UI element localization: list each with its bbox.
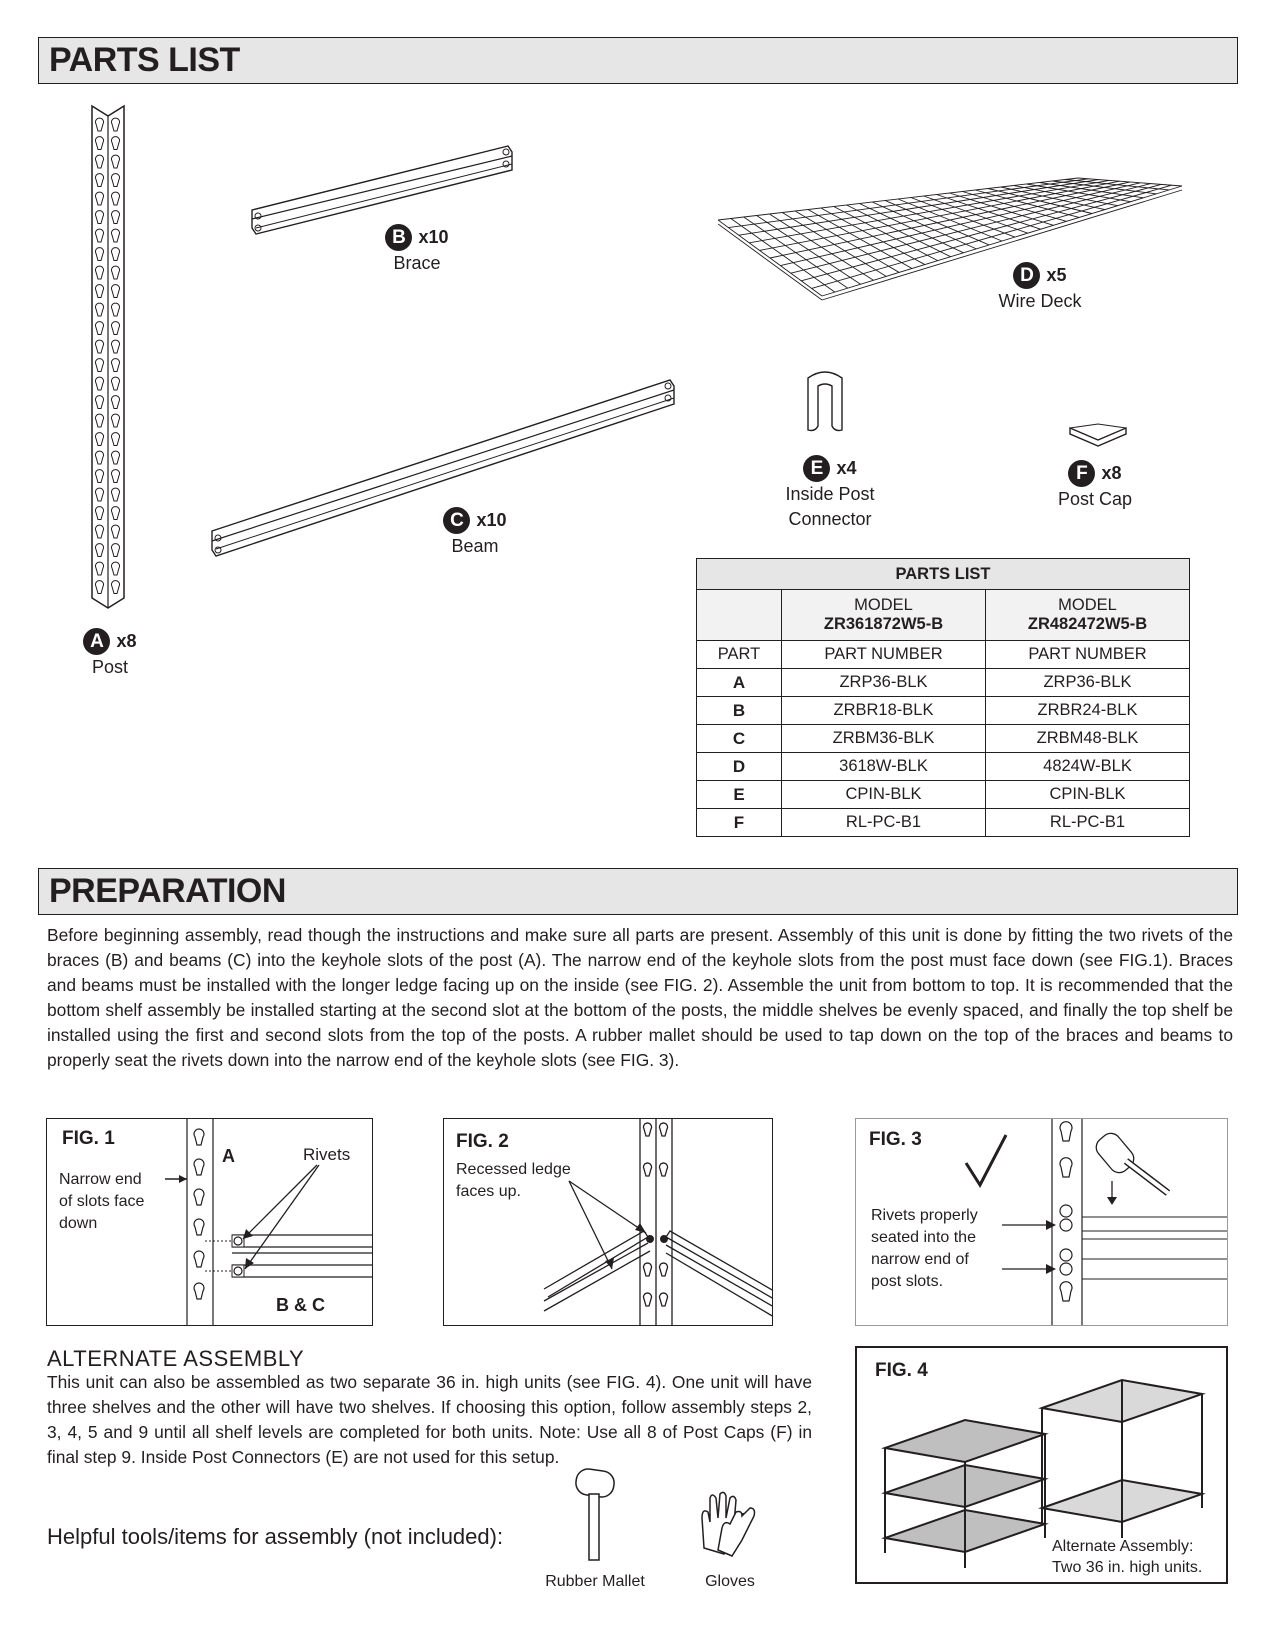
part-c-badge: C <box>443 507 470 534</box>
table-cell-part: F <box>697 809 782 837</box>
model2-label: MODEL <box>1058 596 1117 614</box>
fig1-box <box>46 1118 373 1326</box>
fig4-caption1: Alternate Assembly: <box>1052 1538 1194 1555</box>
table-row <box>697 809 1190 837</box>
fig3-line1: Rivets properly <box>871 1207 978 1224</box>
fig3-diagram <box>856 1119 1228 1326</box>
table-row <box>697 669 1190 697</box>
table-cell-m1: ZRBM36-BLK <box>782 725 986 753</box>
wire-deck-wire <box>749 180 1109 242</box>
fig1-line1: Narrow end <box>59 1171 142 1188</box>
mallet-icon <box>1092 1129 1168 1193</box>
alternate-title: ALTERNATE ASSEMBLY <box>47 1346 305 1371</box>
fig1-line2: of slots face <box>59 1193 145 1210</box>
fig4-title: FIG. 4 <box>875 1360 928 1381</box>
rubber-mallet-icon <box>570 1468 620 1568</box>
table-cell-m2: CPIN-BLK <box>986 781 1190 809</box>
fig4-caption2: Two 36 in. high units. <box>1052 1559 1203 1576</box>
parts-list-header <box>38 37 1238 84</box>
model2-header <box>986 590 1190 641</box>
table-row <box>697 753 1190 781</box>
table-cell-m1: CPIN-BLK <box>782 781 986 809</box>
table-cell-m2: RL-PC-B1 <box>986 809 1190 837</box>
checkmark-icon <box>966 1135 1006 1185</box>
part-c-name: Beam <box>451 536 499 556</box>
inside-post-connector-illustration <box>800 368 850 440</box>
fig3-title: FIG. 3 <box>869 1129 922 1150</box>
preparation-text: Before beginning assembly, read though the instructions and make sure all parts are present. Assembly of this unit is done by fitting the two rivets of the braces (B) and beams (C) into the keyhole slots of the post (A). The narrow end of the keyhole slots from the post must face down (see FIG.1). Braces and beams must be installed with the longer ledge facing up on the inside (see FIG. 2). Assemble the unit from bottom to top. It is recommended that the bottom shelf assembly be installed starting at the second slot at the bottom of the posts, the middle shelves be evenly spaced, and finally the top shelf be installed using the first and second slots from the top of the posts. A rubber mallet should be used to tap down on the top of the braces and beams to properly seat the rivets down into the narrow end of the keyhole slots (see FIG. 3). <box>47 925 1233 1070</box>
part-e-qty: x4 <box>836 458 857 478</box>
table-cell-m2: ZRBR24-BLK <box>986 697 1190 725</box>
fig1-line3: down <box>59 1215 98 1232</box>
table-cell-m1: 3618W-BLK <box>782 753 986 781</box>
table-row <box>697 781 1190 809</box>
part-d-name: Wire Deck <box>998 291 1082 311</box>
part-number-header-1: PART NUMBER <box>782 641 986 669</box>
post-illustration <box>90 102 126 610</box>
part-number-header-2: PART NUMBER <box>986 641 1190 669</box>
part-f-badge: F <box>1068 460 1095 487</box>
model1-header <box>782 590 986 641</box>
fig2-diagram <box>444 1119 773 1326</box>
fig2-title: FIG. 2 <box>456 1131 509 1152</box>
part-f-qty: x8 <box>1101 463 1122 483</box>
alternate-text: This unit can also be assembled as two separate 36 in. high units (see FIG. 4). One unit will have three shelves and the other will have two shelves. If choosing this option, follow assembly steps 2, 3, 4, 5 and 9 until all shelf levels are completed for both units. Note: Use all 8 of Post Caps (F) in final step 9. Inside Post Connectors (E) are not used for this setup. <box>47 1372 812 1467</box>
table-cell-m1: RL-PC-B1 <box>782 809 986 837</box>
preparation-header <box>38 868 1238 915</box>
part-e-name-line1: Inside Post <box>785 484 875 504</box>
fig2-line1: Recessed ledge <box>456 1161 571 1178</box>
table-cell-part: C <box>697 725 782 753</box>
table-cell-m2: 4824W-BLK <box>986 753 1190 781</box>
preparation-title: PREPARATION <box>49 872 286 910</box>
parts-table-title: PARTS LIST <box>697 559 1190 590</box>
model2-number: ZR482472W5-B <box>1027 615 1148 633</box>
fig1-diagram <box>47 1119 373 1326</box>
table-cell-part: A <box>697 669 782 697</box>
part-c-label <box>420 507 530 559</box>
fig4-caption <box>1052 1536 1202 1578</box>
part-d-badge: D <box>1013 262 1040 289</box>
part-a-name: Post <box>91 657 129 677</box>
part-e-label <box>760 455 900 532</box>
part-a-qty: x8 <box>116 631 137 651</box>
parts-list-title: PARTS LIST <box>49 41 240 79</box>
gloves-label: Gloves <box>705 1573 755 1590</box>
table-cell-m2: ZRP36-BLK <box>986 669 1190 697</box>
fig3-box <box>855 1118 1228 1326</box>
part-header: PART <box>697 641 782 669</box>
fig2-box <box>443 1118 773 1326</box>
fig2-line2: faces up. <box>456 1183 521 1200</box>
wire-deck-wire <box>728 179 1088 228</box>
table-row <box>697 725 1190 753</box>
model1-label: MODEL <box>854 596 913 614</box>
parts-table <box>696 558 1190 837</box>
wire-deck-illustration <box>718 114 1198 314</box>
part-d-label <box>980 262 1100 314</box>
parts-table-blank <box>697 590 782 641</box>
part-f-label <box>1040 460 1150 512</box>
post-cap-illustration <box>1068 422 1128 450</box>
table-row <box>697 697 1190 725</box>
part-c-qty: x10 <box>476 510 507 530</box>
fig3-line2: seated into the <box>871 1229 976 1246</box>
fig3-line3: narrow end of <box>871 1251 969 1268</box>
fig1-bc-label: B & C <box>276 1295 325 1315</box>
model1-number: ZR361872W5-B <box>823 615 944 633</box>
part-b-badge: B <box>385 224 412 251</box>
wire-deck-wire <box>791 184 1151 274</box>
rubber-mallet-label: Rubber Mallet <box>545 1573 645 1590</box>
table-cell-part: E <box>697 781 782 809</box>
part-b-label <box>362 224 472 276</box>
fig1-rivets-label: Rivets <box>303 1145 351 1164</box>
part-f-name: Post Cap <box>1057 489 1133 509</box>
part-b-name: Brace <box>393 253 441 273</box>
part-e-name-line2: Connector <box>788 509 872 529</box>
fig3-line4: post slots. <box>871 1273 944 1290</box>
part-a-badge: A <box>83 628 110 655</box>
fig1-post-label: A <box>222 1146 235 1166</box>
gloves-icon <box>694 1488 764 1560</box>
part-b-qty: x10 <box>418 227 449 247</box>
fig4-box <box>855 1346 1228 1584</box>
table-cell-part: D <box>697 753 782 781</box>
part-e-badge: E <box>803 455 830 482</box>
table-cell-m2: ZRBM48-BLK <box>986 725 1190 753</box>
table-cell-m1: ZRP36-BLK <box>782 669 986 697</box>
table-cell-m1: ZRBR18-BLK <box>782 697 986 725</box>
part-a-label <box>60 628 160 680</box>
table-cell-part: B <box>697 697 782 725</box>
tools-text: Helpful tools/items for assembly (not included): <box>47 1524 504 1549</box>
fig1-title: FIG. 1 <box>62 1128 115 1149</box>
part-d-qty: x5 <box>1046 265 1067 285</box>
